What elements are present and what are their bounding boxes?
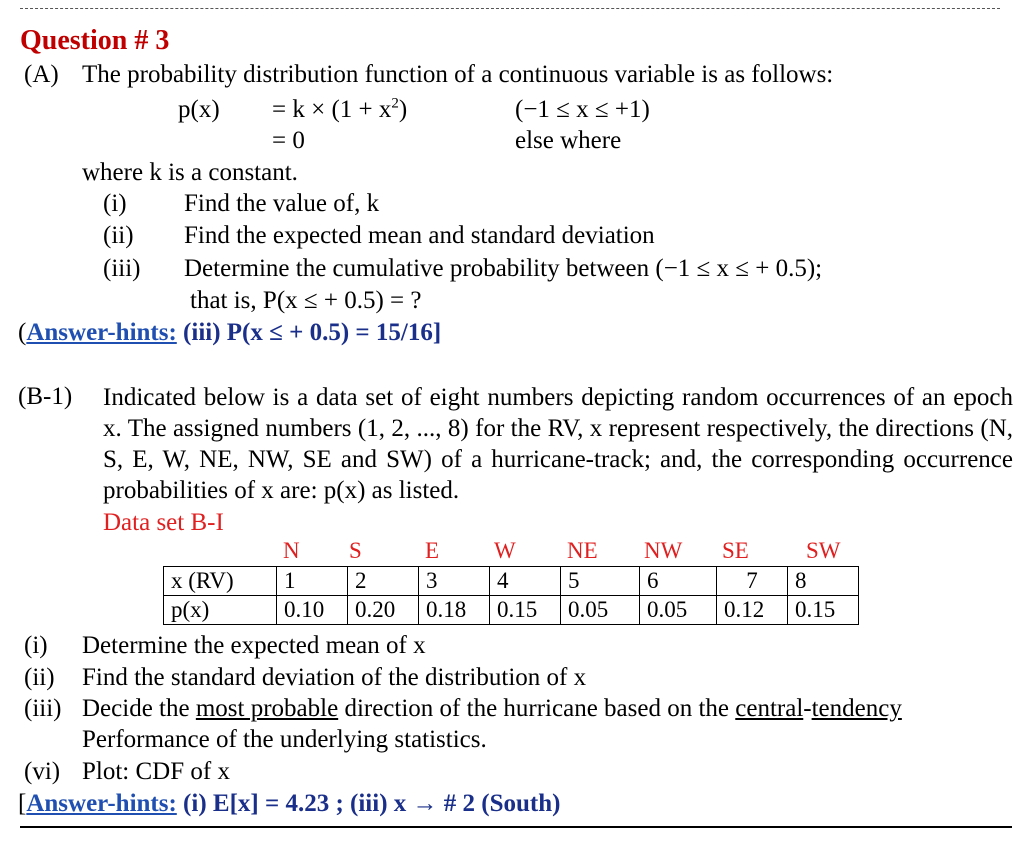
table-cell: 6 — [640, 567, 717, 596]
constant-note: where k is a constant. — [82, 159, 298, 186]
func-eq2: = 0 — [272, 127, 305, 154]
a-item3-cont: that is, P(x ≤ + 0.5) = ? — [190, 287, 422, 314]
func-range1: (−1 ≤ x ≤ +1) — [515, 96, 650, 123]
direction-label: NE — [567, 538, 598, 563]
table-row-label: x (RV) — [164, 567, 277, 596]
table-row-label: p(x) — [164, 596, 277, 625]
hint-label: Answer-hints: — [26, 790, 177, 817]
hint-label: Answer-hints: — [26, 319, 177, 346]
b-q-num: (iii) — [24, 695, 62, 722]
part-b-hint — [18, 789, 560, 819]
func-lhs: p(x) — [178, 96, 220, 123]
func-range2: else where — [515, 127, 622, 154]
hint-open: ( — [18, 319, 27, 346]
b-q-text: Plot: CDF of x — [82, 758, 230, 785]
func-eq1 — [272, 95, 407, 125]
func-eq1-a: = k × (1 + x — [272, 96, 392, 123]
table-cell: 0.18 — [419, 596, 490, 625]
a-item-num: (i) — [103, 190, 127, 217]
part-a-hint — [18, 318, 441, 348]
b-q-text: Determine the expected mean of x — [82, 632, 426, 659]
a-item-text: Find the value of, k — [184, 190, 380, 217]
direction-label: NW — [644, 538, 683, 563]
table-cell: 0.20 — [348, 596, 419, 625]
part-b-paragraph: Indicated below is a data set of eight numbers depicting random occurrences of an epoch x. The assigned numbers (1, 2, ..., 8) for the RV, x represent respectively, the directions (N, S, E, W, NE, NW, SE and SW) of a hurricane-track; and, the corresponding occurrence probabilities of x are: p(x) as listed. — [103, 384, 1013, 504]
table-cell: 5 — [561, 567, 640, 596]
b-q-num: (ii) — [24, 664, 55, 691]
part-b-label: (B-1) — [18, 383, 73, 410]
q3-u2: central — [735, 695, 804, 722]
direction-label: E — [425, 538, 440, 563]
q3-t2: direction of the hurricane based on the — [338, 695, 736, 722]
a-item-text: Determine the cumulative probability between (−1 ≤ x ≤ + 0.5); — [184, 255, 823, 282]
q3-u1: most probable — [195, 695, 339, 722]
table-cell: 4 — [490, 567, 561, 596]
direction-label: S — [349, 538, 362, 563]
table-cell: 0.12 — [717, 596, 788, 625]
top-dashed-divider — [20, 8, 1000, 9]
b-q-text: Find the standard deviation of the distribution of x — [82, 664, 587, 691]
hint-text: (iii) P(x ≤ + 0.5) = 15/16] — [176, 319, 442, 346]
direction-label: SE — [722, 538, 749, 563]
b-q-num: (i) — [24, 632, 48, 659]
table-row — [164, 567, 859, 596]
q3-u3: tendency — [811, 695, 902, 722]
table-cell: 0.10 — [277, 596, 348, 625]
part-a-label: (A) — [24, 61, 59, 88]
table-cell: 7 — [717, 567, 788, 596]
direction-label: W — [494, 538, 516, 563]
part-a-intro: The probability distribution function of a continuous variable is as follows: — [82, 61, 834, 88]
direction-label: N — [283, 538, 300, 563]
b-q3-text — [82, 694, 902, 724]
question-title: Question # 3 — [20, 25, 170, 56]
a-item-num: (iii) — [103, 255, 141, 282]
table-cell: 1 — [277, 567, 348, 596]
data-table — [163, 566, 859, 625]
table-cell: 0.15 — [490, 596, 561, 625]
dataset-label: Data set B-I — [103, 509, 224, 536]
bottom-divider — [20, 826, 1012, 828]
b-q3-line2: Performance of the underlying statistics. — [82, 726, 487, 753]
table-cell: 0.15 — [788, 596, 859, 625]
q3-t3: - — [803, 695, 812, 722]
func-eq1-b: ) — [398, 96, 408, 123]
b-q-num: (vi) — [24, 758, 61, 785]
table-row — [164, 596, 859, 625]
a-item-num: (ii) — [103, 222, 134, 249]
table-cell: 8 — [788, 567, 859, 596]
table-cell: 2 — [348, 567, 419, 596]
table-cell: 3 — [419, 567, 490, 596]
direction-label: SW — [806, 538, 841, 563]
table-cell: 0.05 — [561, 596, 640, 625]
table-cell: 0.05 — [640, 596, 717, 625]
hint-text: (i) E[x] = 4.23 ; (iii) x → # 2 (South) — [176, 790, 561, 817]
a-item-text: Find the expected mean and standard deviation — [184, 222, 655, 249]
hint-open: [ — [18, 790, 27, 817]
q3-t1: Decide the — [82, 695, 196, 722]
func-eq1-sup: 2 — [391, 95, 399, 112]
